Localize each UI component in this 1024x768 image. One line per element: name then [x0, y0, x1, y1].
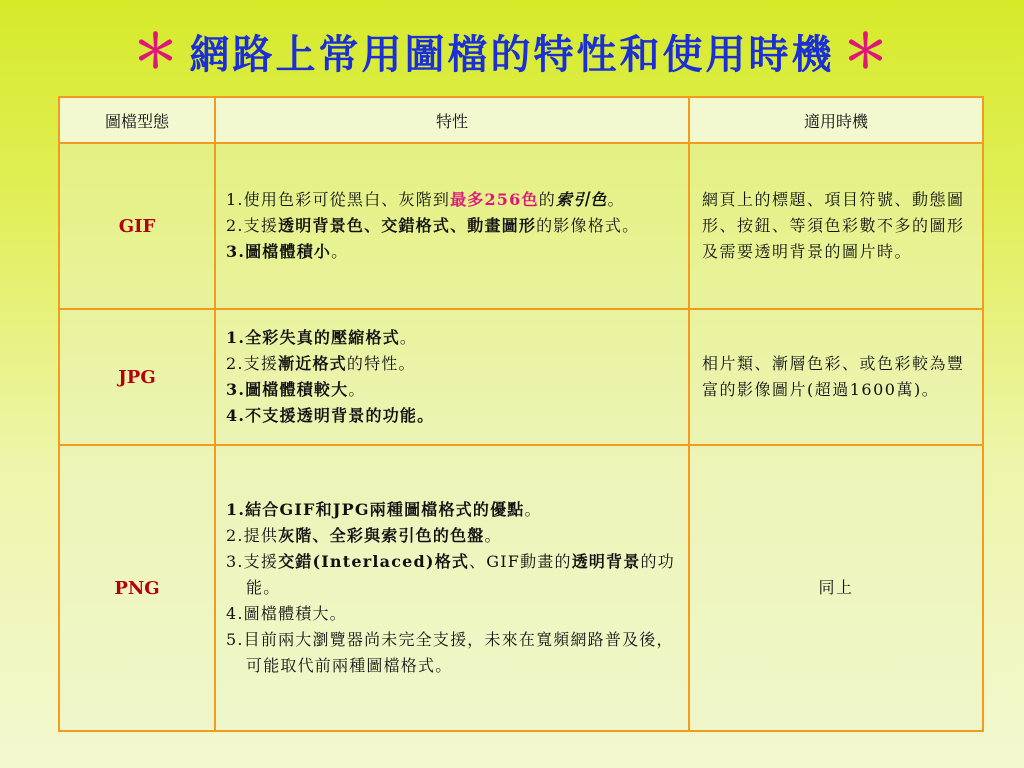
feature-item: 3.圖檔體積小。 [226, 242, 349, 261]
format-label-gif: GIF [59, 143, 215, 309]
table-header-row [59, 97, 983, 143]
image-format-table [58, 96, 984, 732]
star-icon-left: ＊ [132, 24, 182, 78]
feature-item: 2.提供灰階、全彩與索引色的色盤。 [226, 526, 502, 545]
feature-item: 3.支援交錯(Interlaced)格式、GIF動畫的透明背景的功能。 [226, 552, 675, 597]
feature-item: 2.支援漸近格式的特性。 [226, 354, 416, 373]
features-png [215, 445, 689, 731]
table-row-png [59, 445, 983, 731]
feature-item: 1.全彩失真的壓縮格式。 [226, 328, 418, 347]
feature-item: 1.使用色彩可從黑白、灰階到最多256色的索引色。 [226, 190, 625, 209]
usage-png: 同上 [689, 445, 983, 731]
table-row-jpg [59, 309, 983, 445]
features-jpg [215, 309, 689, 445]
usage-gif: 網頁上的標題、項目符號、動態圖形、按鈕、等須色彩數不多的圖形及需要透明背景的圖片時。 [689, 143, 983, 309]
feature-item: 4.圖檔體積大。 [226, 604, 347, 623]
feature-item: 1.結合GIF和JPG兩種圖檔格式的優點。 [226, 500, 542, 519]
table-row-gif [59, 143, 983, 309]
features-gif [215, 143, 689, 309]
slide-title-text: 網路上常用圖檔的特性和使用時機 [189, 30, 835, 78]
header-usage: 適用時機 [689, 97, 983, 143]
feature-item: 5.目前兩大瀏覽器尚未完全支援，未來在寬頻網路普及後，可能取代前兩種圖檔格式。 [226, 630, 674, 675]
feature-item: 3.圖檔體積較大。 [226, 380, 366, 399]
format-label-jpg: JPG [59, 309, 215, 445]
header-format: 圖檔型態 [59, 97, 215, 143]
usage-jpg: 相片類、漸層色彩、或色彩較為豐富的影像圖片(超過1600萬)。 [689, 309, 983, 445]
feature-item: 2.支援透明背景色、交錯格式、動畫圖形的影像格式。 [226, 216, 640, 235]
header-features: 特性 [215, 97, 689, 143]
feature-item: 4.不支援透明背景的功能。 [226, 406, 435, 425]
star-icon-right: ＊ [842, 24, 892, 78]
format-label-png: PNG [59, 445, 215, 731]
slide-title [0, 18, 1024, 84]
